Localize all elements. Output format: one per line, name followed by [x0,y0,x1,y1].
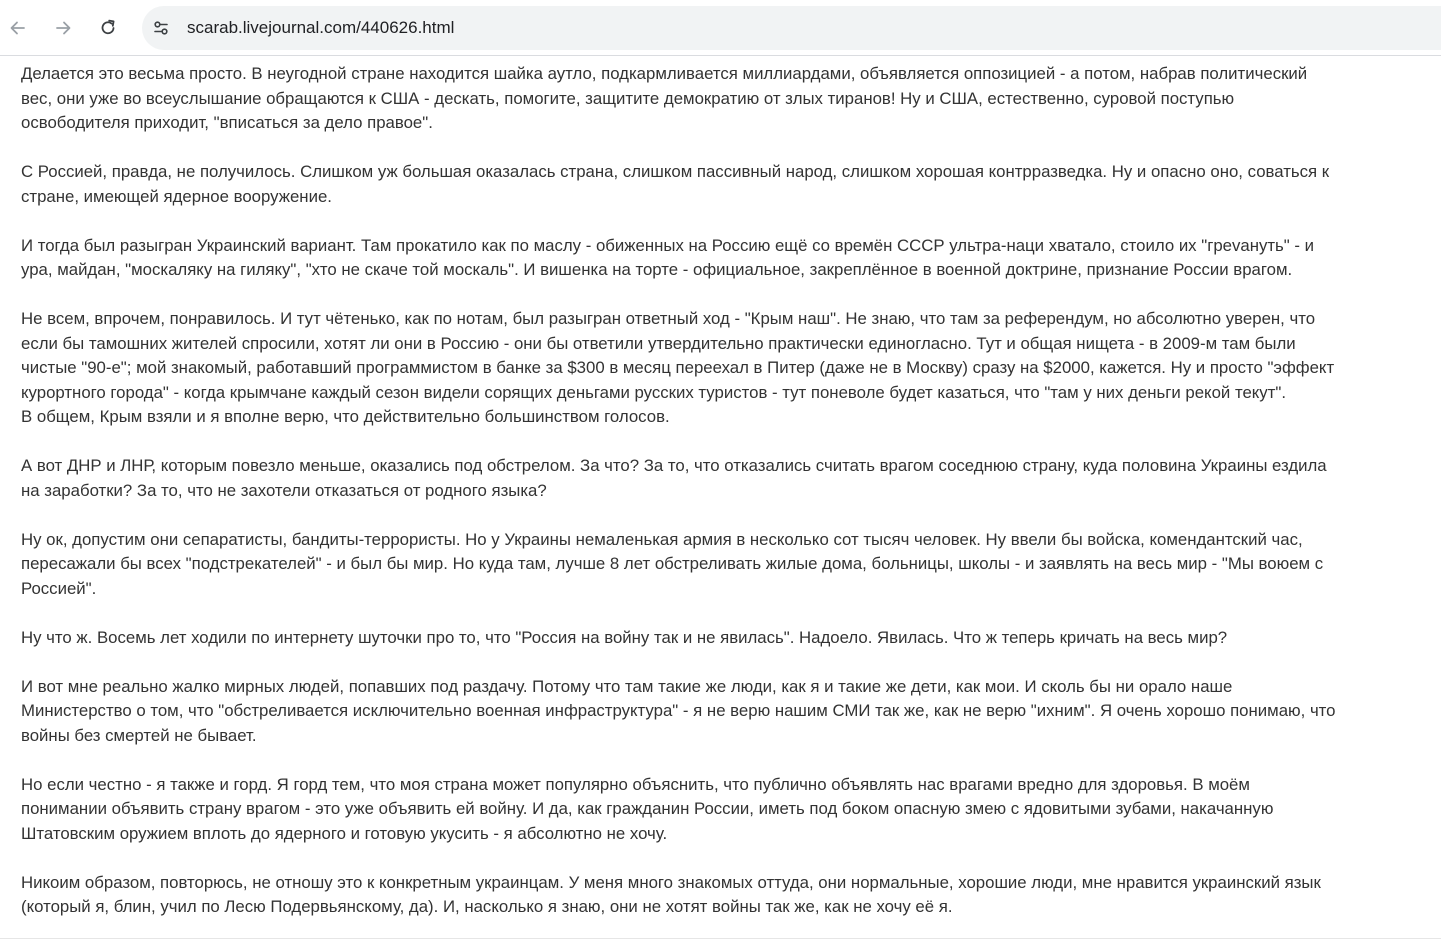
forward-button[interactable] [47,12,79,44]
reload-icon [98,18,118,38]
arrow-left-icon [8,18,28,38]
paragraph-9: Но если честно - я также и горд. Я горд тем, что моя страна может популярно объяснить, что публично объявлять нас врагами вредно для здоровья. В моём понимании объявить страну врагом - это уже объявить ей войну. И да, как гражданин России, иметь под боком опасную змею с ядовитыми зубами, накачанную Штатовским оружием вплоть до ядерного и готовую укусить - я абсолютно не хочу. [21,774,1274,843]
page-divider [0,938,1441,939]
tune-icon [151,18,171,38]
paragraph-7: Ну что ж. Восемь лет ходили по интернету шуточки про то, что "Россия на войну так и не явилась". Надоело. Явилась. Что ж теперь кричать на весь мир? [21,627,1228,647]
article-body [21,62,1416,944]
reload-button[interactable] [92,12,124,44]
arrow-right-icon [53,18,73,38]
paragraph-3: И тогда был разыгран Украинский вариант. Там прокатило как по маслу - обиженных на Россию ещё со времён СССР ультра-наци хватало, стоило их "греvануть" - и ура, майдан, "москаляку на гиляку", "хто не скаче той москаль". И вишенка на торте - официальное, закреплённое в военной доктрине, признание России врагом. [21,235,1315,279]
browser-toolbar [0,0,1441,56]
paragraph-2: С Россией, правда, не получилось. Слишком уж большая оказалась страна, слишком пассивный народ, слишком хорошая контрразведка. Ну и опасно оно, соваться к стране, имеющей ядерное вооружение. [21,162,1330,206]
paragraph-8: И вот мне реально жалко мирных людей, попавших под раздачу. Потому что там такие же люди, как я и такие же дети, как мои. И сколь бы ни орало наше Министерство о том, что "обстреливается исключительно военная инфраструктура" - я не верю нашим СМИ так же, как не верю "ихним". Я очень хорошо понимаю, что войны без смертей не бывает. [21,676,1336,745]
paragraph-4: Не всем, впрочем, понравилось. И тут чётенько, как по нотам, был разыгран ответный ход - "Крым наш". Не знаю, что там за референдум, но абсолютно уверен, что если бы тамошних жителей спросили, хотят ли они в Россию - они бы ответили утвердительно практически единогласно. Тут и общая нищета - в 2009-м там были чистые "90-е"; мой знакомый, работавший программистом в банке за $300 в месяц переехал в Питер (даже не в Москву) сразу на $2000, кажется. Ну и просто "эффект курортного города" - когда крымчане каждый сезон видели сорящих деньгами русских туристов - тут поневоле будет казаться, что "там у них деньги рекой текут". В общем, Крым взяли и я вполне верю, что действительно большинством голосов. [21,309,1335,426]
paragraph-1: Делается это весьма просто. В неугодной стране находится шайка аутло, подкармливается миллиардами, объявляется оппозицией - а потом, набрав политический вес, они уже во всеуслышание обращаются к США - дескать, помогите, защитите демократию от злых тиранов! Ну и США, естественно, суровой поступью освободителя приходит, "вписаться за дело правое". [21,64,1308,132]
paragraph-6: Ну ок, допустим они сепаратисты, бандиты-террористы. Но у Украины немаленькая армия в несколько сот тысяч человек. Ну ввели бы войска, комендантский час, пересажали бы всех "подстрекателей" - и был бы мир. Но куда там, лучше 8 лет обстреливать жилые дома, больницы, школы - и заявлять на весь мир - "Мы воюем с Россией". [21,529,1324,598]
back-button[interactable] [2,12,34,44]
site-info-button[interactable] [145,12,177,44]
paragraph-5: А вот ДНР и ЛНР, которым повезло меньше, оказались под обстрелом. За что? За то, что отказались считать врагом соседнюю страну, куда половина Украины ездила на заработки? За то, что не захотели отказаться от родного языка? [21,456,1327,500]
address-bar[interactable] [142,6,1441,50]
paragraph-10: Никоим образом, повторюсь, не отношу это к конкретным украинцам. У меня много знакомых оттуда, они нормальные, хорошие люди, мне нравится украинский язык (который я, блин, учил по Лесю Подервьянскому, да). И, насколько я знаю, они не хотят войны так же, как не хочу её я. [21,872,1321,916]
url-text[interactable]: scarab.livejournal.com/440626.html [187,18,455,37]
